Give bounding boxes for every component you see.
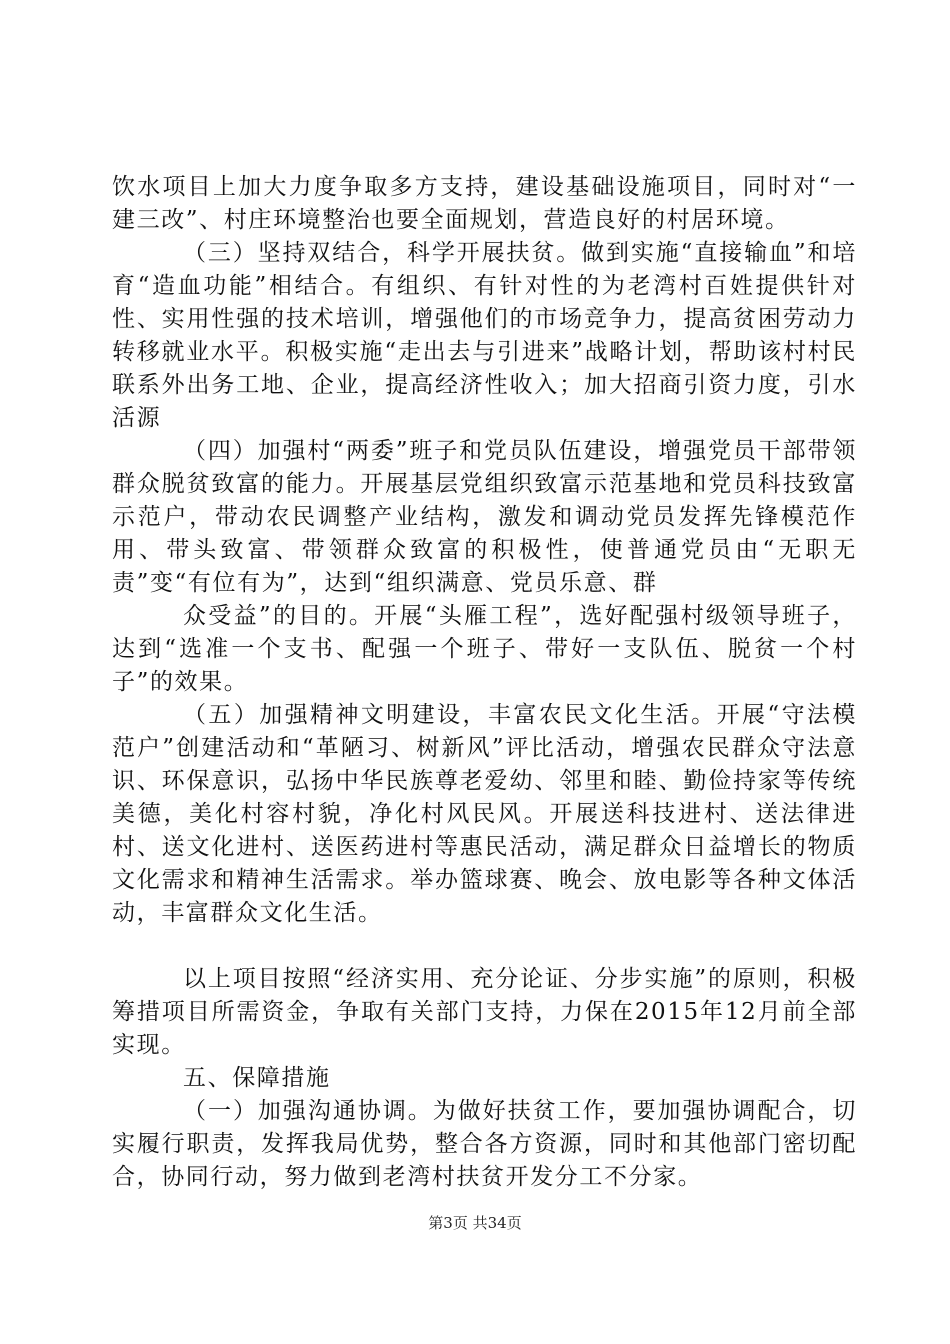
page-number-footer: 第3页 共34页 bbox=[428, 1214, 522, 1232]
body-text-upper bbox=[112, 171, 857, 930]
body-text-lower bbox=[112, 963, 857, 1194]
paragraph-section-4: （四）加强村“两委”班子和党员队伍建设，增强党员干部带领群众脱贫致富的能力。开展基层党组织致富示范基地和党员科技致富示范户，带动农民调整产业结构，激发和调动党员发挥先锋模范作用、带头致富、带领群众致富的积极性，使普通党员由“无职无责”变“有位有为”，达到“组织满意、党员乐意、群 bbox=[112, 438, 857, 596]
paragraph-section-3: （三）坚持双结合，科学开展扶贫。做到实施“直接输血”和培育“造血功能”相结合。有组织、有针对性的为老湾村百姓提供针对性、实用性强的技术培训，增强他们的市场竞争力，提高贫困劳动力转移就业水平。积极实施“走出去与引进来”战略计划，帮助该村村民联系外出务工地、企业，提高经济性收入；加大招商引资力度，引水活源 bbox=[112, 240, 857, 431]
paragraph-section-5: （五）加强精神文明建设，丰富农民文化生活。开展“守法模范户”创建活动和“革陋习、树新风”评比活动，增强农民群众守法意识、环保意识，弘扬中华民族尊老爱幼、邻里和睦、勤俭持家等传统美德，美化村容村貌，净化村风民风。开展送科技进村、送法律进村、送文化进村、送医药进村等惠民活动，满足群众日益增长的物质文化需求和精神生活需求。举办篮球赛、晚会、放电影等各种文体活动，丰富群众文化生活。 bbox=[112, 702, 857, 926]
paragraph-project-summary: 以上项目按照“经济实用、充分论证、分步实施”的原则，积极筹措项目所需资金，争取有关部门支持，力保在2015年12月前全部实现。 bbox=[112, 966, 857, 1058]
section-heading-safeguards: 五、保障措施 bbox=[183, 1065, 331, 1091]
paragraph-coordination: （一）加强沟通协调。为做好扶贫工作，要加强协调配合，切实履行职责，发挥我局优势，整合各方资源，同时和其他部门密切配合，协同行动，努力做到老湾村扶贫开发分工不分家。 bbox=[112, 1098, 857, 1190]
paragraph-water-projects: 饮水项目上加大力度争取多方支持，建设基础设施项目，同时对“一建三改”、村庄环境整治也要全面规划，营造良好的村居环境。 bbox=[112, 174, 857, 233]
paragraph-section-4-continued: 众受益”的目的。开展“头雁工程”，选好配强村级领导班子，达到“选准一个支书、配强一个班子、带好一支队伍、脱贫一个村子”的效果。 bbox=[112, 603, 857, 695]
